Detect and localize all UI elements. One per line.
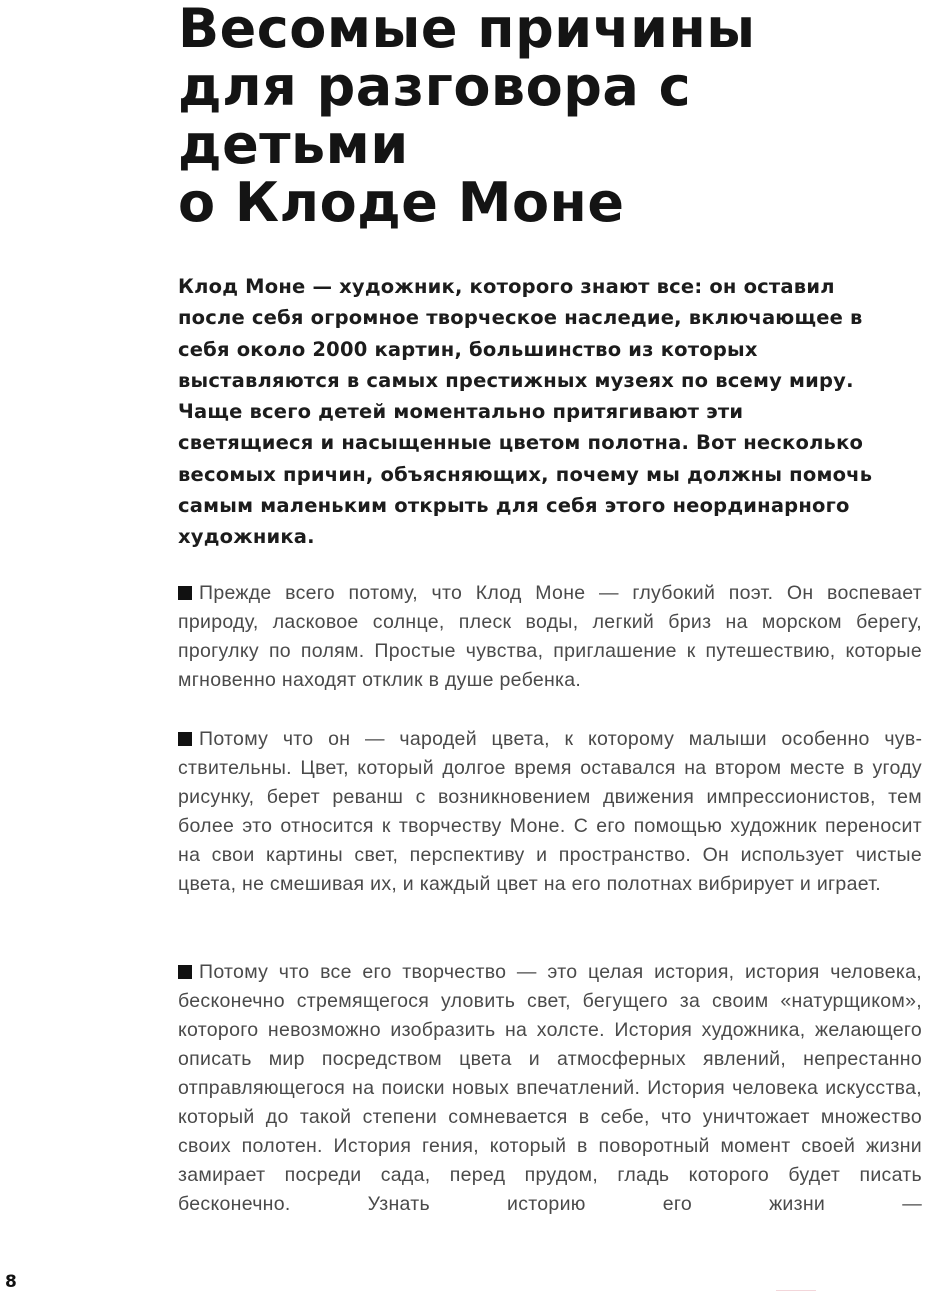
paragraph-text: Потому что все его творчество — это целая история, история человека, бесконечно стремящегося уловить свет, бегущего за своим «натурщиком», которого невозможно изобразить на холсте. История художника, желающего описать мир посредством цвета и атмосферных явлений, непрестанно отправляющегося на поиски новых впечатлений. История человека искусства, который до такой степени сомневается в себе, что уничтожает множество своих полотен. История гения, который в поворотный момент своей жизни замирает посреди сада, перед прудом, гладь которого будет писать бесконечно. Узнать историю его жизни —	[178, 961, 922, 1215]
title-line: Весомые причины	[178, 0, 756, 60]
page-title	[178, 0, 918, 232]
lead-paragraph: Клод Моне — художник, которого знают все: он оставил после себя огромное творческое наследие, включающее в себя около 2000 картин, большинство из которых выставляются в самых престижных музеях по всему миру. Чаще всего детей моментально притягивают эти светящиеся и насыщенные цветом полотна. Вот несколько весомых причин, объясняющих, почему мы должны помочь самым маленьким открыть для себя этого неординарного художника.	[178, 275, 873, 549]
square-bullet-icon	[178, 732, 192, 746]
title-line: для разговора с детьми	[178, 55, 692, 176]
decorative-line	[776, 1290, 816, 1291]
bullet-paragraph	[178, 579, 922, 695]
title-line: о Клоде Моне	[178, 171, 625, 234]
square-bullet-icon	[178, 965, 192, 979]
bullet-paragraph	[178, 958, 922, 1219]
square-bullet-icon	[178, 586, 192, 600]
paragraph-text: Прежде всего потому, что Клод Моне — глубокий поэт. Он воспевает природу, ласковое солнце, плеск воды, легкий бриз на морском берегу, прогулку по полям. Простые чувства, приглашение к путешествию, которые мгновенно находят отклик в душе ребенка.	[178, 582, 922, 691]
bullet-paragraph	[178, 725, 922, 899]
page-number: 8	[5, 1272, 17, 1292]
paragraph-text: Потому что он — чародей цвета, к которому малыши особенно чувствительны. Цвет, который долгое время оставался на втором месте в угоду рисунку, берет реванш с возникновением движения импрессионистов, тем более это относится к творчеству Моне. С его помощью художник переносит на свои картины свет, перспективу и пространство. Он использует чистые цвета, не смешивая их, и каждый цвет на его полотнах вибрирует и играет.	[178, 728, 922, 895]
